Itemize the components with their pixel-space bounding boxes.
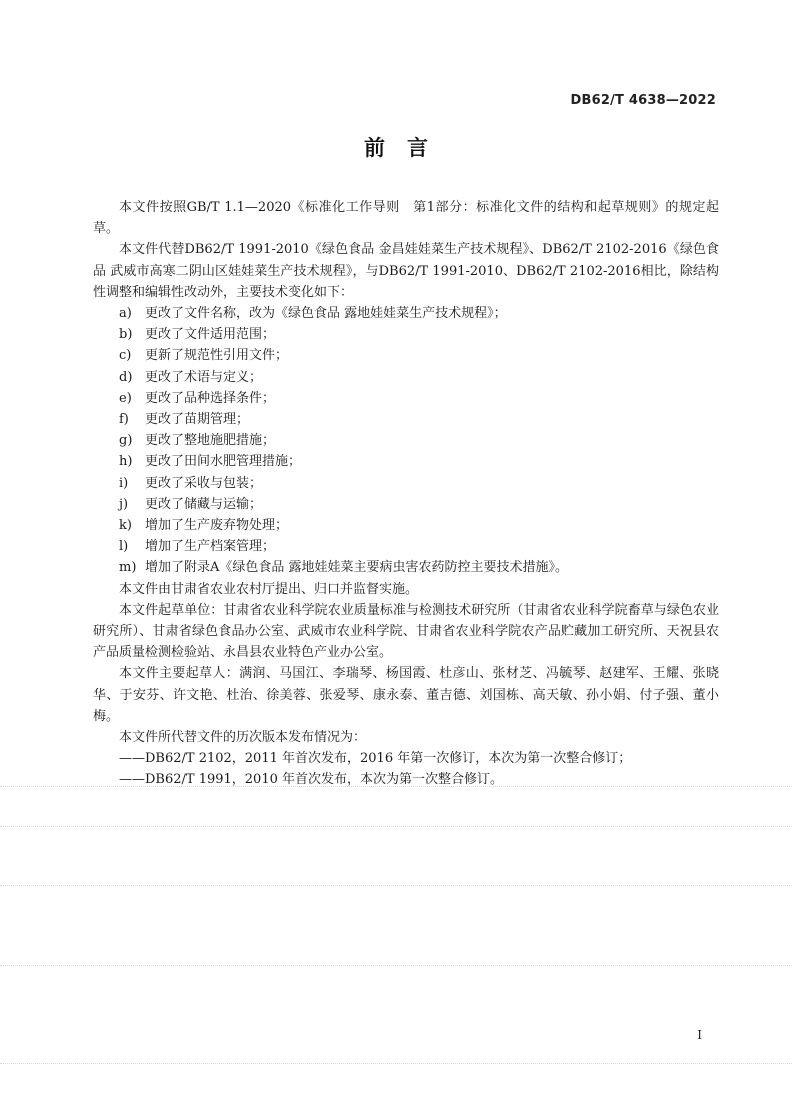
list-item xyxy=(93,473,719,494)
list-marker: e) xyxy=(119,390,132,406)
list-marker: a) xyxy=(119,306,132,322)
list-item xyxy=(93,303,719,324)
changes-list xyxy=(93,303,719,579)
list-text: 更改了田间水肥管理措施； xyxy=(145,454,302,470)
list-text: 更改了术语与定义； xyxy=(145,369,263,385)
list-marker: c) xyxy=(119,348,132,364)
list-text: 更改了品种选择条件； xyxy=(145,390,276,406)
history-line: ——DB62/T 1991，2010 年首次发布，本次为第一次整合修订。 xyxy=(119,772,504,788)
list-marker: m) xyxy=(119,560,137,576)
list-item xyxy=(93,324,719,345)
page-title: 前言 xyxy=(364,136,450,160)
list-text: 更改了文件适用范围； xyxy=(145,327,276,343)
list-text: 更改了整地施肥措施； xyxy=(145,433,276,449)
list-item xyxy=(93,345,719,366)
list-item xyxy=(93,536,719,557)
list-marker: h) xyxy=(119,454,133,470)
list-marker: j) xyxy=(119,496,129,512)
paragraph-drafting-units: 本文件起草单位：甘肃省农业科学院农业质量标准与检测技术研究所（甘肃省农业科学院畜草与绿色农业研究所）、甘肃省绿色食品办公室、武威市农业科学院、甘肃省农业科学院农产品贮藏加工研究所、天祝县农产品质量检测检验站、永昌县农业特色产业办公室。 xyxy=(93,602,719,661)
scan-dotted-rule xyxy=(0,1063,792,1064)
list-marker: b) xyxy=(119,327,133,343)
list-text: 增加了生产档案管理； xyxy=(145,539,276,555)
list-item xyxy=(93,515,719,536)
document-code: DB62/T 4638—2022 xyxy=(570,93,716,108)
list-text: 更改了储藏与运输； xyxy=(145,496,263,512)
list-text: 更新了规范性引用文件； xyxy=(145,348,289,364)
history-line: ——DB62/T 2102，2011 年首次发布，2016 年第一次修订，本次为第一次整合修订； xyxy=(119,751,632,767)
list-marker: k) xyxy=(119,518,132,534)
list-item xyxy=(93,430,719,451)
list-item xyxy=(93,494,719,515)
list-item xyxy=(93,557,719,578)
paragraph-drafting-basis: 本文件按照GB/T 1.1—2020《标准化工作导则 第1部分：标准化文件的结构和起草规则》的规定起草。 xyxy=(93,200,719,237)
list-text: 更改了采收与包装； xyxy=(145,475,263,491)
list-text: 增加了生产废弃物处理； xyxy=(145,518,289,534)
list-marker: l) xyxy=(119,539,129,555)
scan-dotted-rule xyxy=(0,826,792,827)
list-marker: i) xyxy=(119,475,129,491)
list-item xyxy=(93,388,719,409)
page-number: I xyxy=(697,1028,702,1042)
paragraph-replacement: 本文件代替DB62/T 1991-2010《绿色食品 金昌娃娃菜生产技术规程》、DB62/T 2102-2016《绿色食品 武威市高寒二阴山区娃娃菜生产技术规程》，与DB62/T 1991-2010、DB62/T 2102-2016相比，除结构性调整和编辑性改动外，主要技术变化如下： xyxy=(93,242,719,300)
foreword-body xyxy=(93,197,719,791)
list-item xyxy=(93,367,719,388)
scan-dotted-rule xyxy=(0,965,792,966)
list-marker: g) xyxy=(119,433,133,449)
list-marker: d) xyxy=(119,369,133,385)
scan-dotted-rule xyxy=(0,885,792,886)
list-text: 更改了苗期管理； xyxy=(145,412,250,428)
list-marker: f) xyxy=(119,412,129,428)
list-item xyxy=(93,409,719,430)
list-text: 增加了附录A《绿色食品 露地娃娃菜主要病虫害农药防控主要技术措施》。 xyxy=(145,560,569,576)
list-item xyxy=(93,451,719,472)
scan-dotted-rule xyxy=(0,786,792,787)
paragraph-proposer: 本文件由甘肃省农业农村厅提出、归口并监督实施。 xyxy=(119,581,419,597)
paragraph-history-intro: 本文件所代替文件的历次版本发布情况为： xyxy=(119,730,367,746)
paragraph-drafters: 本文件主要起草人：满润、马国江、李瑞琴、杨国霞、杜彦山、张材芝、冯毓琴、赵建军、王耀、张晓华、于安芬、许文艳、杜治、徐美蓉、张爱琴、康永泰、董吉德、刘国栋、高天敏、孙小娟、付子强、董小梅。 xyxy=(93,666,719,724)
list-text: 更改了文件名称，改为《绿色食品 露地娃娃菜生产技术规程》； xyxy=(145,306,507,322)
